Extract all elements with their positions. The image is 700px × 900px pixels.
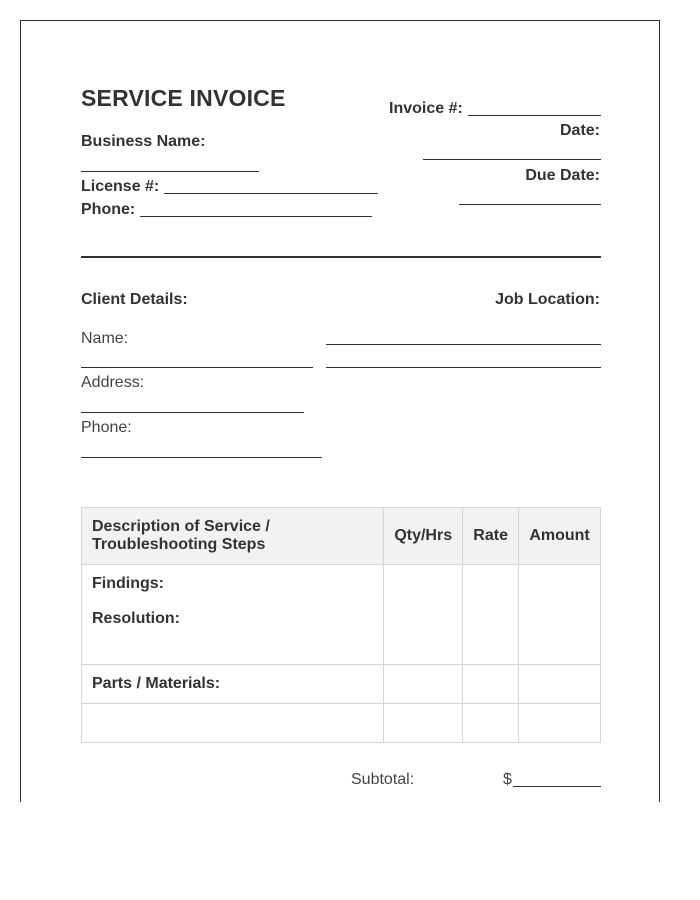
parts-qty-cell[interactable] [384,665,463,704]
service-items-table [81,507,601,743]
job-location-field-2[interactable] [326,367,601,368]
findings-label: Findings: [92,575,164,592]
client-name-label: Name: [81,330,129,347]
parts-label: Parts / Materials: [92,675,221,692]
business-name-label: Business Name: [81,133,206,150]
subtotal-field[interactable] [513,786,601,787]
amount-header: Amount [519,508,601,565]
date-field[interactable] [423,159,601,160]
description-header [82,508,384,565]
parts-cell[interactable] [82,665,384,704]
invoice-title: SERVICE INVOICE [81,85,286,111]
section-divider [81,256,601,258]
findings-rate-cell[interactable] [463,565,519,665]
business-name-field[interactable] [81,171,259,172]
due-date-label: Due Date: [525,167,600,184]
phone-field[interactable] [140,216,372,217]
phone-label: Phone: [81,201,136,218]
findings-cell[interactable] [82,565,384,665]
invoice-page [20,20,660,802]
description-header-line1: Description of Service / [92,518,270,535]
job-location-label: Job Location: [495,291,600,308]
description-header-line2: Troubleshooting Steps [92,536,266,553]
license-label: License #: [81,178,160,195]
client-phone-field[interactable] [81,457,322,458]
rate-header: Rate [463,508,519,565]
client-address-label: Address: [81,374,145,391]
qty-header: Qty/Hrs [384,508,463,565]
findings-qty-cell[interactable] [384,565,463,665]
invoice-number-label: Invoice #: [389,100,463,117]
currency-symbol: $ [503,771,512,788]
blank-row-amount-cell[interactable] [519,704,601,743]
license-field[interactable] [164,193,378,194]
blank-row-cell[interactable] [82,704,384,743]
parts-rate-cell[interactable] [463,665,519,704]
client-details-label: Client Details: [81,291,188,308]
job-location-field-1[interactable] [326,344,601,345]
invoice-number-field[interactable] [468,115,601,116]
parts-amount-cell[interactable] [519,665,601,704]
due-date-field[interactable] [459,204,601,205]
client-phone-label: Phone: [81,419,132,436]
blank-row-qty-cell[interactable] [384,704,463,743]
client-name-field[interactable] [81,367,313,368]
date-label: Date: [559,122,600,139]
resolution-label: Resolution: [92,610,180,627]
subtotal-label: Subtotal: [351,771,415,788]
blank-row-rate-cell[interactable] [463,704,519,743]
client-address-field[interactable] [81,412,304,413]
findings-amount-cell[interactable] [519,565,601,665]
